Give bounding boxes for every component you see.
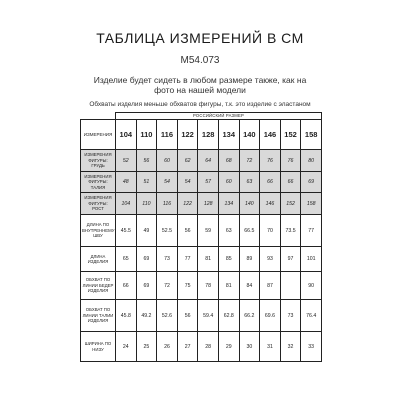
table-cell: 73 bbox=[157, 247, 178, 272]
table-cell: 52.6 bbox=[157, 300, 178, 332]
table-cell: 32 bbox=[280, 332, 301, 362]
table-cell: 85 bbox=[218, 247, 239, 272]
table-cell: 72 bbox=[239, 150, 260, 172]
row-label: ШИРИНА ПО НИЗУ bbox=[81, 332, 116, 362]
table-row bbox=[81, 332, 322, 362]
table-cell: 62.8 bbox=[218, 300, 239, 332]
size-col-header: 134 bbox=[218, 120, 239, 150]
size-header-label: ИЗМЕРЕНИЯ bbox=[81, 120, 116, 150]
table-cell: 65 bbox=[116, 247, 137, 272]
table-cell: 60 bbox=[157, 150, 178, 172]
size-col-header: 152 bbox=[280, 120, 301, 150]
table-cell: 56 bbox=[177, 215, 198, 247]
row-label: ДЛИНА ИЗДЕЛИЯ bbox=[81, 247, 116, 272]
table-cell: 48 bbox=[116, 172, 137, 193]
table-cell: 73 bbox=[280, 300, 301, 332]
size-col-header: 116 bbox=[157, 120, 178, 150]
table-cell: 66 bbox=[280, 172, 301, 193]
table-cell: 72 bbox=[157, 272, 178, 300]
table-cell: 110 bbox=[136, 193, 157, 215]
table-row bbox=[81, 247, 322, 272]
table-cell: 51 bbox=[136, 172, 157, 193]
table-cell: 89 bbox=[239, 247, 260, 272]
table-cell: 57 bbox=[198, 172, 219, 193]
empty-corner bbox=[81, 113, 116, 120]
table-cell: 33 bbox=[301, 332, 322, 362]
table-cell: 75 bbox=[177, 272, 198, 300]
table-cell: 27 bbox=[177, 332, 198, 362]
size-header-row bbox=[81, 120, 322, 150]
table-cell: 68 bbox=[218, 150, 239, 172]
table-cell: 101 bbox=[301, 247, 322, 272]
table-row bbox=[81, 300, 322, 332]
table-cell: 54 bbox=[157, 172, 178, 193]
table-cell: 24 bbox=[116, 332, 137, 362]
table-cell: 69 bbox=[136, 272, 157, 300]
table-cell: 140 bbox=[239, 193, 260, 215]
table-cell: 59.4 bbox=[198, 300, 219, 332]
table-cell: 25 bbox=[136, 332, 157, 362]
table-cell: 90 bbox=[301, 272, 322, 300]
table-cell: 87 bbox=[260, 272, 281, 300]
table-cell: 97 bbox=[280, 247, 301, 272]
page-title: ТАБЛИЦА ИЗМЕРЕНИЙ В СМ bbox=[96, 30, 304, 46]
group-header: РОССИЙСКИЙ РАЗМЕР bbox=[116, 113, 322, 120]
table-cell: 76 bbox=[280, 150, 301, 172]
table-cell: 62 bbox=[177, 150, 198, 172]
table-cell: 52 bbox=[116, 150, 137, 172]
size-col-header: 110 bbox=[136, 120, 157, 150]
table-cell: 152 bbox=[280, 193, 301, 215]
table-cell: 77 bbox=[177, 247, 198, 272]
table-cell: 104 bbox=[116, 193, 137, 215]
table-cell: 49 bbox=[136, 215, 157, 247]
table-cell: 122 bbox=[177, 193, 198, 215]
table-cell: 158 bbox=[301, 193, 322, 215]
table-cell: 63 bbox=[218, 215, 239, 247]
table-cell: 146 bbox=[260, 193, 281, 215]
table-cell: 80 bbox=[301, 150, 322, 172]
size-col-header: 140 bbox=[239, 120, 260, 150]
table-cell: 52.5 bbox=[157, 215, 178, 247]
table-cell: 69 bbox=[301, 172, 322, 193]
table-cell: 81 bbox=[198, 247, 219, 272]
girth-note: Обхваты изделия меньше обхватов фигуры, т.к. это изделие с эластаном bbox=[89, 101, 311, 108]
table-cell: 26 bbox=[157, 332, 178, 362]
table-cell: 59 bbox=[198, 215, 219, 247]
size-table bbox=[80, 112, 322, 362]
table-cell: 66 bbox=[116, 272, 137, 300]
row-label: ИЗМЕРЕНИЯ ФИГУРЫ: РОСТ bbox=[81, 193, 116, 215]
table-cell: 29 bbox=[218, 332, 239, 362]
table-cell: 66 bbox=[260, 172, 281, 193]
table-cell: 60 bbox=[218, 172, 239, 193]
size-col-header: 104 bbox=[116, 120, 137, 150]
table-cell: 128 bbox=[198, 193, 219, 215]
table-cell: 69.6 bbox=[260, 300, 281, 332]
table-cell: 64 bbox=[198, 150, 219, 172]
table-cell: 63 bbox=[239, 172, 260, 193]
row-label: ДЛИНА ПО ВНУТРЕННЕМУ ШВУ bbox=[81, 215, 116, 247]
group-header-row bbox=[81, 113, 322, 120]
table-cell: 28 bbox=[198, 332, 219, 362]
table-cell: 69 bbox=[136, 247, 157, 272]
table-cell: 56 bbox=[136, 150, 157, 172]
table-row bbox=[81, 272, 322, 300]
table-cell: 45.8 bbox=[116, 300, 137, 332]
table-cell: 31 bbox=[260, 332, 281, 362]
article-number: M54.073 bbox=[180, 55, 220, 66]
table-cell: 73.5 bbox=[280, 215, 301, 247]
table-cell: 76.4 bbox=[301, 300, 322, 332]
size-col-header: 146 bbox=[260, 120, 281, 150]
size-col-header: 122 bbox=[177, 120, 198, 150]
table-cell: 30 bbox=[239, 332, 260, 362]
table-cell: 66.5 bbox=[239, 215, 260, 247]
table-cell: 56 bbox=[177, 300, 198, 332]
table-cell: 116 bbox=[157, 193, 178, 215]
table-row bbox=[81, 215, 322, 247]
table-row bbox=[81, 193, 322, 215]
size-col-header: 128 bbox=[198, 120, 219, 150]
table-cell: 78 bbox=[198, 272, 219, 300]
table-cell: 66.2 bbox=[239, 300, 260, 332]
table-cell: 49.2 bbox=[136, 300, 157, 332]
table-cell bbox=[280, 272, 301, 300]
row-label: ИЗМЕРЕНИЯ ФИГУРЫ: ГРУДЬ bbox=[81, 150, 116, 172]
table-cell: 54 bbox=[177, 172, 198, 193]
table-cell: 70 bbox=[260, 215, 281, 247]
fit-note: Изделие будет сидеть в любом размере также, как на фото на нашей модели bbox=[93, 75, 307, 95]
table-cell: 45.5 bbox=[116, 215, 137, 247]
table-cell: 81 bbox=[218, 272, 239, 300]
table-row bbox=[81, 150, 322, 172]
size-col-header: 158 bbox=[301, 120, 322, 150]
row-label: ОБХВАТ ПО ЛИНИИ БЕДЕР ИЗДЕЛИЯ bbox=[81, 272, 116, 300]
row-label: ИЗМЕРЕНИЯ ФИГУРЫ: ТАЛИЯ bbox=[81, 172, 116, 193]
table-cell: 76 bbox=[260, 150, 281, 172]
table-cell: 84 bbox=[239, 272, 260, 300]
row-label: ОБХВАТ ПО ЛИНИИ ТАЛИИ ИЗДЕЛИЯ bbox=[81, 300, 116, 332]
table-cell: 93 bbox=[260, 247, 281, 272]
table-cell: 134 bbox=[218, 193, 239, 215]
table-cell: 77 bbox=[301, 215, 322, 247]
table-row bbox=[81, 172, 322, 193]
